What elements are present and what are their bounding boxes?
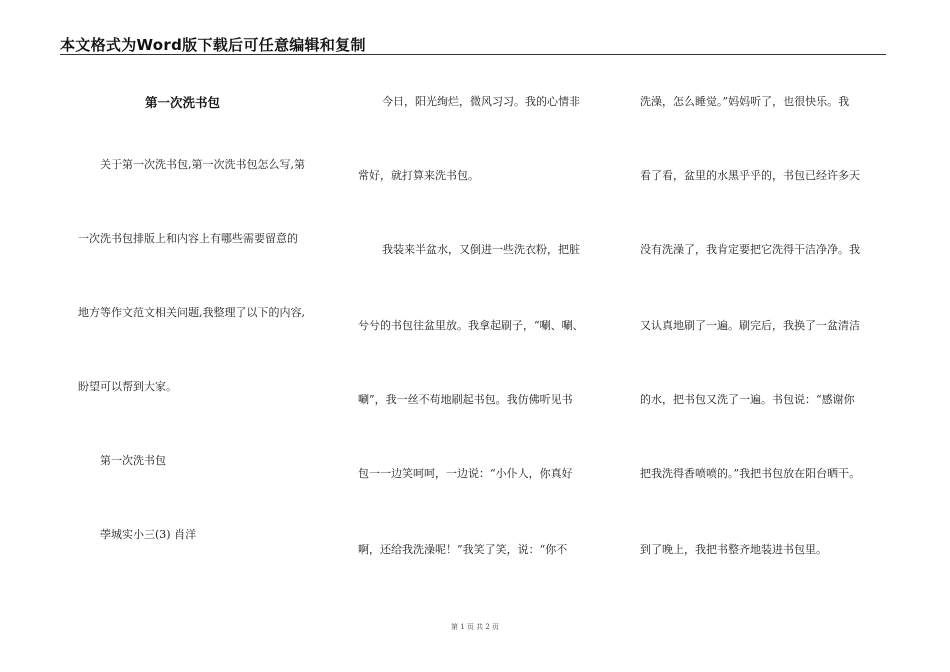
column-1-author: 荸城实小三(3) 肖洋	[100, 528, 197, 541]
column-2-line-2: 常好，就打算来洗书包。	[358, 169, 479, 182]
column-3-line-3: 没有洗澡了，我肯定要把它洗得干洁净净。我	[640, 243, 860, 256]
column-3-line-4: 又认真地刷了一遍。刷完后，我换了一盆清洁	[640, 319, 860, 332]
doc-title: 第一次洗书包	[145, 95, 221, 110]
page-header: 本文格式为Word版下载后可任意编辑和复制	[60, 36, 366, 54]
column-1-line-3: 地方等作文范文相关问题,我整理了以下的内容,	[78, 306, 305, 319]
column-2-line-1: 今日，阳光绚烂，微风习习。我的心情非	[382, 95, 580, 108]
column-3-line-7: 到了晚上，我把书整齐地装进书包里。	[640, 543, 827, 556]
column-1-line-2: 一次洗书包排版上和内容上有哪些需要留意的	[78, 232, 298, 245]
column-2-line-3: 我装来半盆水，又倒进一些洗衣粉，把脏	[382, 243, 580, 256]
column-2-line-6: 包一一边笑呵呵，一边说：“小仆人，你真好	[358, 467, 573, 480]
column-2-line-7: 啊，还给我洗澡呢！”我笑了笑，说：“你不	[358, 543, 568, 556]
header-rule	[60, 54, 886, 55]
page-footer: 第 1 页 共 2 页	[450, 623, 500, 631]
column-2-line-4: 兮兮的书包往盆里放。我拿起刷子，“唰、唰、	[358, 319, 584, 332]
column-3-line-6: 把我洗得香喷喷的。”我把书包放在阳台晒干。	[640, 467, 861, 480]
column-1-line-4: 盼望可以帮到大家。	[78, 380, 177, 393]
column-3-line-1: 洗澡，怎么睡觉。”妈妈听了，也很快乐。我	[640, 95, 850, 108]
column-3-line-5: 的水，把书包又洗了一遍。书包说：“感谢你	[640, 393, 855, 406]
column-2-line-5: 唰”，我一丝不苟地刷起书包。我仿佛听见书	[358, 393, 573, 406]
column-3-line-2: 看了看，盆里的水黑乎乎的，书包已经许多天	[640, 169, 860, 182]
column-1-line-1: 关于第一次洗书包,第一次洗书包怎么写,第	[100, 158, 305, 171]
column-1-subtitle: 第一次洗书包	[100, 454, 166, 467]
